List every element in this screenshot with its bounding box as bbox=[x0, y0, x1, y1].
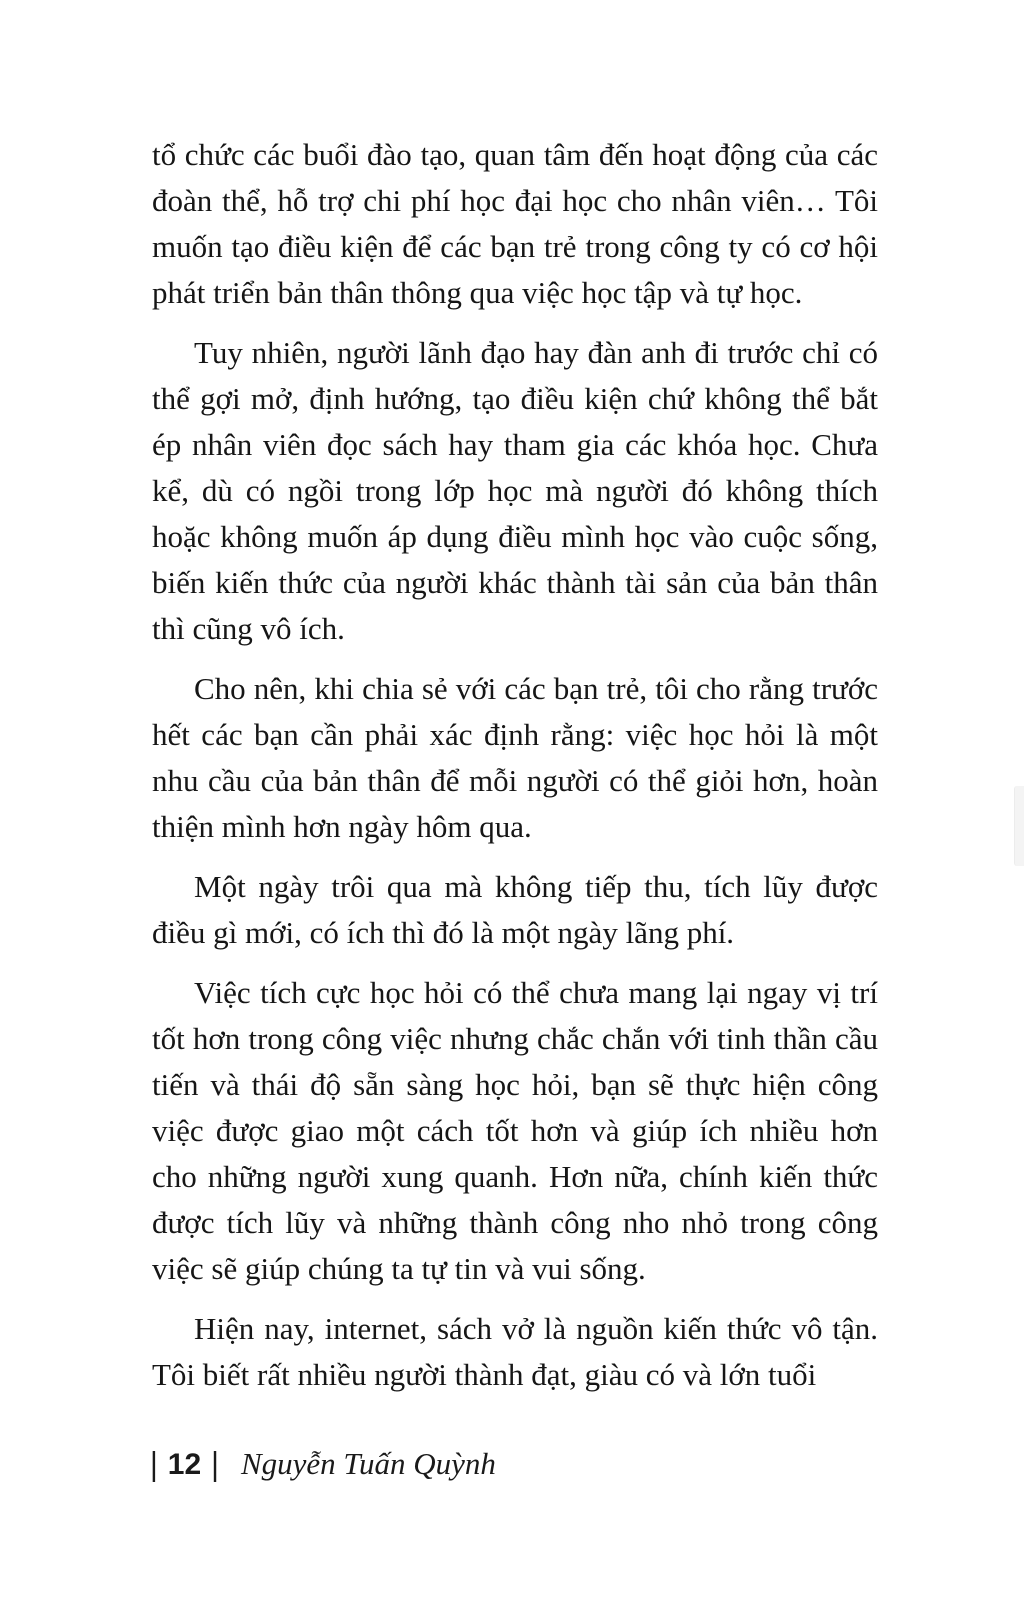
author-name: Nguyễn Tuấn Quỳnh bbox=[240, 1446, 496, 1481]
body-text bbox=[152, 132, 878, 1398]
paragraph-continuation: tổ chức các buổi đào tạo, quan tâm đến hoạt động của các đoàn thể, hỗ trợ chi phí học đại học cho nhân viên… Tôi muốn tạo điều kiện để các bạn trẻ trong công ty có cơ hội phát triển bản thân thông qua việc học tập và tự học. bbox=[152, 137, 878, 310]
paragraph: Việc tích cực học hỏi có thể chưa mang lại ngay vị trí tốt hơn trong công việc nhưng chắc chắn với tinh thần cầu tiến và thái độ sẵn sàng học hỏi, bạn sẽ thực hiện công việc được giao một cách tốt hơn và giúp ích nhiều hơn cho những người xung quanh. Hơn nữa, chính kiến thức được tích lũy và những thành công nho nhỏ trong công việc sẽ giúp chúng ta tự tin và vui sống. bbox=[152, 975, 878, 1286]
page-number: 12 bbox=[167, 1448, 202, 1481]
page-footer bbox=[150, 1444, 496, 1485]
paragraph: Tuy nhiên, người lãnh đạo hay đàn anh đi trước chỉ có thể gợi mở, định hướng, tạo điều kiện chứ không thể bắt ép nhân viên đọc sách hay tham gia các khóa học. Chưa kể, dù có ngồi trong lớp học mà người đó không thích hoặc không muốn áp dụng điều mình học vào cuộc sống, biến kiến thức của người khác thành tài sản của bản thân thì cũng vô ích. bbox=[152, 335, 878, 646]
paragraph: Hiện nay, internet, sách vở là nguồn kiến thức vô tận. Tôi biết rất nhiều người thành đạt, giàu có và lớn tuổi bbox=[152, 1311, 878, 1392]
footer-separator-left: | bbox=[150, 1446, 158, 1483]
paragraph: Cho nên, khi chia sẻ với các bạn trẻ, tôi cho rằng trước hết các bạn cần phải xác định rằng: việc học hỏi là một nhu cầu của bản thân để mỗi người có thể giỏi hơn, hoàn thiện mình hơn ngày hôm qua. bbox=[152, 671, 878, 844]
footer-separator-right: | bbox=[211, 1446, 219, 1483]
page-edge-scan-artifact bbox=[1014, 786, 1024, 866]
paragraph: Một ngày trôi qua mà không tiếp thu, tích lũy được điều gì mới, có ích thì đó là một ngày lãng phí. bbox=[152, 869, 878, 950]
